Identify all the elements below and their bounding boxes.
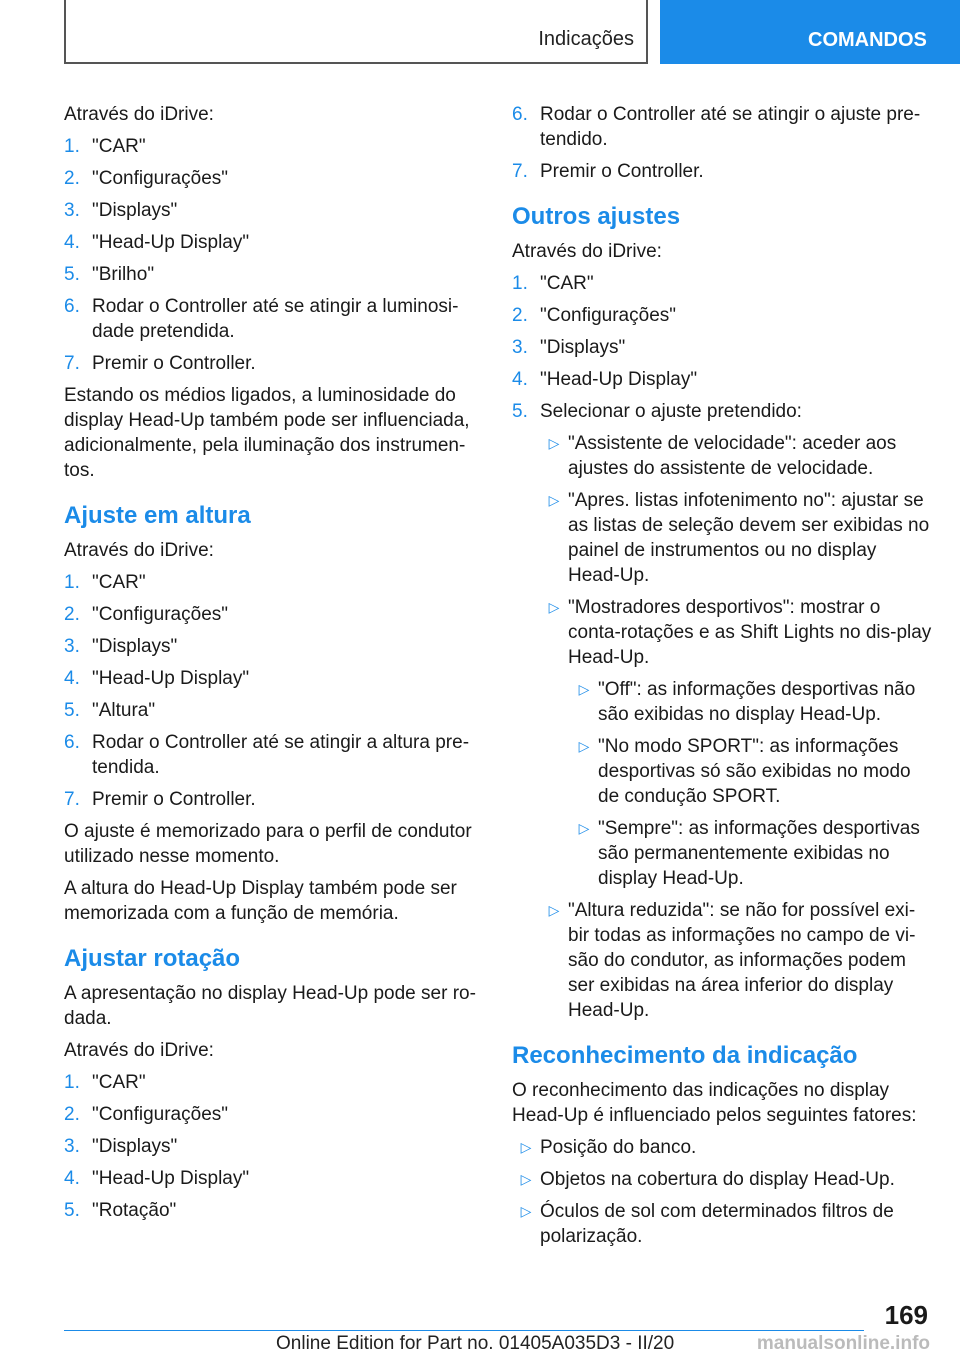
brightness-note: Estando os médios ligados, a luminosidade do display Head-Up também pode ser influenciada, adicionalmente, pela iluminação dos instrumen-tos. <box>64 385 470 481</box>
left-column <box>64 102 480 1230</box>
intro-text: Através do iDrive: <box>64 540 214 561</box>
chapter-tab[interactable]: COMANDOS <box>660 0 960 64</box>
step-item: 5. "Rotação" <box>64 1200 177 1221</box>
triangle-bullet-icon: ▷ <box>578 681 590 697</box>
footer-divider <box>64 1330 864 1331</box>
memory-function-note: A altura do Head-Up Display também pode ser memorizada com a função de memória. <box>64 878 457 924</box>
step-item: 2. "Configurações" <box>512 305 677 326</box>
triangle-bullet-icon: ▷ <box>520 1139 532 1155</box>
step-item: 2. "Configurações" <box>64 1104 229 1125</box>
header-section-label: Indicações <box>538 28 634 50</box>
step-item: 1. "CAR" <box>512 273 594 294</box>
page-number: 169 <box>884 1300 928 1330</box>
step-item: 3. "Displays" <box>512 337 626 358</box>
sub-option-item: ▷ "No modo SPORT": as informações desportivas só são exibidas no modo de condução SPORT. <box>570 734 932 809</box>
step-item: 3. "Displays" <box>64 636 178 657</box>
rotation-description: A apresentação no display Head-Up pode ser ro-dada. <box>64 983 476 1029</box>
factor-list <box>512 1135 932 1249</box>
triangle-bullet-icon: ▷ <box>520 1171 532 1187</box>
height-steps <box>64 570 480 812</box>
watermark: manualsonline.info <box>756 1333 930 1354</box>
sub-option-item: ▷ "Off": as informações desportivas não são exibidas no display Head-Up. <box>570 677 932 727</box>
step-item: 5. "Altura" <box>64 700 156 721</box>
sub-option-list <box>570 677 932 891</box>
step-item: 4. "Head-Up Display" <box>64 1168 250 1189</box>
step-item: 7. Premir o Controller. <box>512 161 704 182</box>
step-item: 7. Premir o Controller. <box>64 789 256 810</box>
intro-text: Através do iDrive: <box>64 104 214 125</box>
step-item: 1. "CAR" <box>64 1072 146 1093</box>
rotation-steps-continued <box>512 102 932 184</box>
step-item: 2. "Configurações" <box>64 604 229 625</box>
step-item: 6. Rodar o Controller até se atingir o ajuste pre-tendido. <box>512 104 921 150</box>
factor-item: ▷ Posição do banco. <box>512 1135 932 1160</box>
step-item: 3. "Displays" <box>64 1136 178 1157</box>
step-item: 1. "CAR" <box>64 136 146 157</box>
sub-option-item: ▷ "Sempre": as informações desportivas são permanentemente exibidas no display Head-Up. <box>570 816 932 891</box>
heading-other-settings: Outros ajustes <box>512 203 681 230</box>
other-settings-steps <box>512 271 932 424</box>
triangle-bullet-icon: ▷ <box>548 435 560 451</box>
edition-footer: Online Edition for Part no. 01405A035D3 - II/20 <box>276 1333 675 1354</box>
right-column <box>512 102 932 1256</box>
intro-text: Através do iDrive: <box>64 1040 214 1061</box>
step-item: 2. "Configurações" <box>64 168 229 189</box>
step-item: 5. "Brilho" <box>64 264 155 285</box>
triangle-bullet-icon: ▷ <box>578 820 590 836</box>
heading-rotation: Ajustar rotação <box>64 945 241 972</box>
factor-item: ▷ Óculos de sol com determinados filtros de polarização. <box>512 1199 932 1249</box>
heading-height: Ajuste em altura <box>64 502 251 529</box>
brightness-steps <box>64 134 480 376</box>
step-item: 6. Rodar o Controller até se atingir a altura pre-tendida. <box>64 732 470 778</box>
intro-text: Através do iDrive: <box>512 241 662 262</box>
option-item: ▷ "Mostradores desportivos": mostrar o conta-rotações e as Shift Lights no dis-play Head-Up. ▷ "Off": as informações desportivas não são exibidas no display Head-Up. ▷ "No modo SPORT": as informações desportivas só são exibidas no modo de condução SPORT. ▷ "Sempre": as informações desportivas são permanentemente exibidas no display Head-Up. <box>540 595 932 891</box>
triangle-bullet-icon: ▷ <box>578 738 590 754</box>
step-item: 4. "Head-Up Display" <box>64 668 250 689</box>
step-item: 1. "CAR" <box>64 572 146 593</box>
factor-item: ▷ Objetos na cobertura do display Head-Up. <box>512 1167 932 1192</box>
option-item: ▷ "Altura reduzida": se não for possível exi-bir todas as informações no campo de vi-são do condutor, as informações podem ser exibidas na área inferior do display Head-Up. <box>540 898 932 1023</box>
rotation-steps <box>64 1070 480 1223</box>
triangle-bullet-icon: ▷ <box>520 1203 532 1219</box>
memory-note: O ajuste é memorizado para o perfil de condutor utilizado nesse momento. <box>64 821 472 867</box>
header-box <box>64 0 648 64</box>
step-item: 5. Selecionar o ajuste pretendido: <box>512 401 802 422</box>
step-item: 3. "Displays" <box>64 200 178 221</box>
heading-recognition: Reconhecimento da indicação <box>512 1042 858 1069</box>
step-item: 7. Premir o Controller. <box>64 353 256 374</box>
step-item: 4. "Head-Up Display" <box>64 232 250 253</box>
step-item: 6. Rodar o Controller até se atingir a luminosi-dade pretendida. <box>64 296 459 342</box>
triangle-bullet-icon: ▷ <box>548 492 560 508</box>
option-item: ▷ "Apres. listas infotenimento no": ajustar se as listas de seleção devem ser exibidas no painel de instrumentos ou no display Head-Up. <box>540 488 932 588</box>
option-item: ▷ "Assistente de velocidade": aceder aos ajustes do assistente de velocidade. <box>540 431 932 481</box>
triangle-bullet-icon: ▷ <box>548 599 560 615</box>
step-item: 4. "Head-Up Display" <box>512 369 698 390</box>
recognition-intro: O reconhecimento das indicações no display Head-Up é influenciado pelos seguintes fatores: <box>512 1080 917 1126</box>
option-list <box>540 431 932 1023</box>
triangle-bullet-icon: ▷ <box>548 902 560 918</box>
